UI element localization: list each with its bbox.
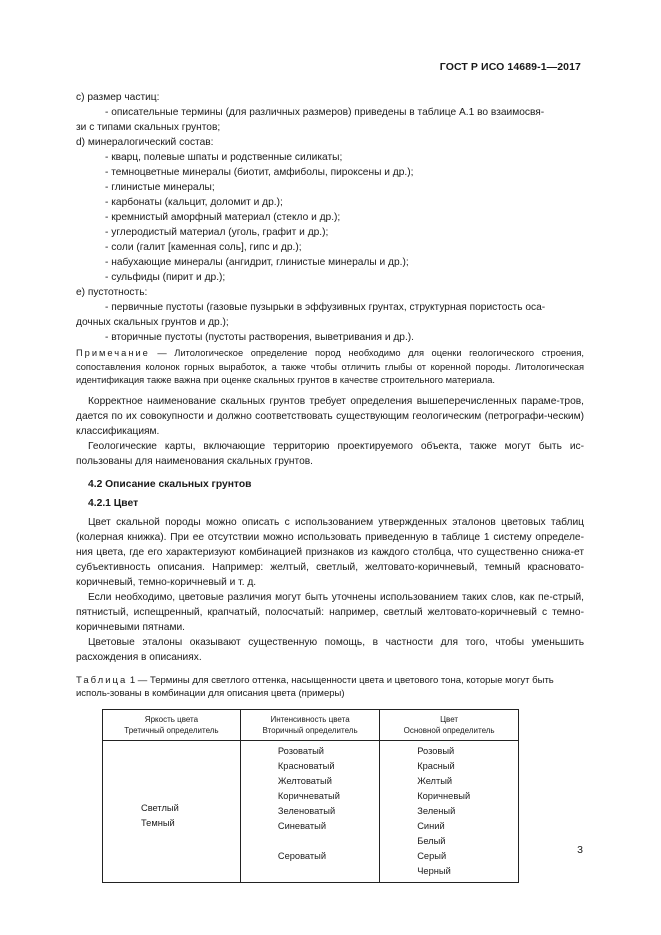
table-cell-value: Розоватый [277,745,324,756]
list-d-item: - набухающие минералы (ангидрит, глинистые минералы и др.); [105,257,409,268]
paragraph: Цветовые эталоны оказывают существенную помощь, в частности для того, чтобы уменьшить расхождения в описаниях. [76,636,584,663]
paragraph: Цвет скальной породы можно описать с использованием утвержденных эталонов цветовых таблиц (колерная книжка). При ее отсутствии можно использовать приведенную в таблице 1 систему определе-ния цвета, где его характеризуют комбинацией признаков из каждого столбца, что существенно снижа-ет субъективность описания. Например: желтый, светлый, желтовато-коричневый, темный красновато-коричневый, темно-коричневый и т. д. [76,516,584,588]
list-d-item: - глинистые минералы; [105,182,215,193]
list-d-item: - темноцветные минералы (биотит, амфиболы, пироксены и др.); [105,167,414,178]
table-header-row [103,709,519,740]
list-c-title: с) размер частиц: [76,92,160,103]
table-cell-value: Желтый [417,775,453,786]
header-line: Третичный определитель [124,725,219,735]
list-c-item-cont: зи с типами скальных грунтов; [76,122,221,133]
table-cell-value: Желтоватый [277,775,332,786]
table-cell-value: Розовый [417,745,455,756]
document-body [76,90,584,883]
table-cell-value: Коричневый [417,790,471,801]
list-e-title: е) пустотность: [76,287,148,298]
paragraph: Если необходимо, цветовые различия могут быть уточнены использованием таких слов, как пе-стрый, пятнистый, испещренный, крапчатый, полосчатый: например, светлый желтовато-коричневый с темно-коричневыми пятнами. [76,591,584,633]
paragraph: Геологические карты, включающие территорию проектируемого объекта, также могут быть ис-пользованы для наименования скальных грунтов. [76,440,584,467]
list-d-item: - углеродистый материал (уголь, графит и др.); [105,227,329,238]
table-header-cell [240,709,379,740]
table-cell-value: Серый [417,850,447,861]
list-d-item: - кварц, полевые шпаты и родственные силикаты; [105,152,343,163]
table-cell-value: Зеленоватый [277,805,336,816]
hue-cell [380,740,519,882]
table-cell-value: Зеленый [417,805,456,816]
table-caption [76,674,584,701]
header-line: Яркость цвета [144,714,199,724]
table-cell-value: Коричневатый [277,790,340,801]
intensity-cell [240,740,379,882]
table-cell-value: Красный [417,760,455,771]
list-d-item: - соли (галит [каменная соль], гипс и др.); [105,242,302,253]
table-cell-value: Белый [417,835,446,846]
list-e-item: - первичные пустоты (газовые пузырьки в эффузивных грунтах, структурная пористость оса- [105,302,546,313]
header-line: Интенсивность цвета [270,714,350,724]
table-cell-value: Светлый [141,802,179,813]
color-terms-table [102,709,519,883]
header-line: Цвет [440,714,459,724]
paragraph: Корректное наименование скальных грунтов требует определения вышеперечисленных параме-тров, дается по их совокупности и должно соответствовать существующим геологическим (петрографи-ческим) классификациям. [76,395,584,437]
brightness-cell [103,740,241,882]
table-cell-value: Синий [417,820,445,831]
subsection-heading: 4.2.1 Цвет [88,497,139,509]
note-text: — Литологическое определение пород необходимо для оценки геологического строения, сопоставления колонок горных выработок, а также чтобы отличить глыбы от коренной породы. Литологическая идентификация также важна при оценке скальных грунтов в качестве строительного материала. [76,348,584,385]
table-header-cell [103,709,241,740]
table-header-cell [380,709,519,740]
note [76,347,584,388]
list-c-item: - описательные термины (для различных размеров) приведены в таблице А.1 во взаимосвя- [105,107,545,118]
table-caption-text: 1 — Термины для светлого оттенка, насыщенности цвета и цветового тона, которые могут быть исполь-зованы в комбинации для описания цвета (примеры) [76,674,554,699]
table-row [103,740,519,882]
page-number: 3 [577,844,583,856]
document-header: ГОСТ Р ИСО 14689-1—2017 [439,61,581,73]
table-cell-value [278,834,379,849]
list-d-title: d) минералогический состав: [76,137,214,148]
section-heading: 4.2 Описание скальных грунтов [88,478,252,490]
list-d-item: - кремнистый аморфный материал (стекло и др.); [105,212,341,223]
table-cell-value: Темный [141,817,175,828]
list-d-item: - сульфиды (пирит и др.); [105,272,226,283]
list-e-item: - вторичные пустоты (пустоты растворения, выветривания и др.). [105,332,415,343]
header-line: Основной определитель [403,725,495,735]
table-caption-label: Таблица [76,674,128,686]
table-cell-value: Черный [417,865,451,876]
header-line: Вторичный определитель [262,725,358,735]
list-d-item: - карбонаты (кальцит, доломит и др.); [105,197,283,208]
list-e-item-cont: дочных скальных грунтов и др.); [76,317,229,328]
table-cell-value: Сероватый [277,850,327,861]
table-cell-value: Синеватый [277,820,327,831]
table-cell-value: Красноватый [277,760,335,771]
note-label: Примечание [76,348,150,358]
